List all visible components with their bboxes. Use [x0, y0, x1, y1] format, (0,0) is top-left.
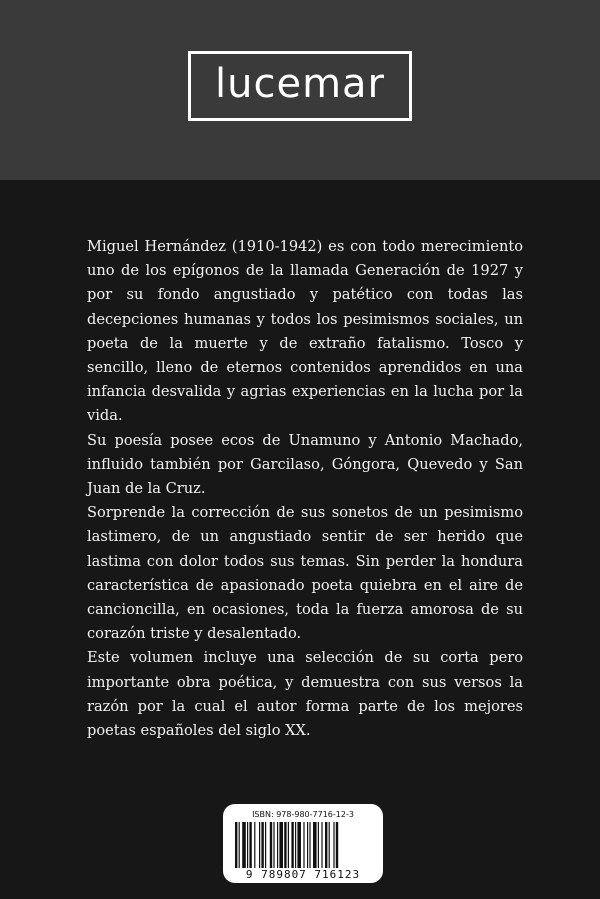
- barcode-bars: [235, 822, 371, 868]
- barcode-digits: 9 789807 716123: [245, 868, 361, 881]
- barcode-bar: [307, 822, 308, 868]
- barcode-bar: [295, 822, 296, 868]
- barcode-bar: [265, 822, 266, 868]
- barcode-bar: [242, 822, 246, 868]
- barcode-bar: [270, 822, 272, 868]
- barcode-bar: [259, 822, 260, 868]
- barcode-bar: [273, 822, 274, 868]
- barcode-bar: [247, 822, 248, 868]
- barcode-bar: [235, 822, 237, 868]
- barcode-bar: [288, 822, 289, 868]
- barcode-label: [223, 804, 383, 883]
- barcode-bar: [279, 822, 283, 868]
- isbn-text: ISBN: 978-980-7716-12-3: [252, 810, 354, 819]
- barcode-bar: [325, 822, 327, 868]
- barcode-bar: [318, 822, 319, 868]
- barcode-bar: [261, 822, 263, 868]
- blurb-paragraph: Miguel Hernández (1910-1942) es con todo merecimiento uno de los epígonos de la llamada Generación de 1927 y por su fondo angustiado y patético con todas las decepciones humanas y todos los pesimismos sociales, un poeta de la muerte y de extraño fatalismo. Tosco y sencillo, lleno de eternos contenidos aprendidos en una infancia desvalida y agrias experiencias en la lucha por la vida.: [87, 238, 523, 425]
- publisher-logo-text: lucemar: [215, 61, 385, 107]
- barcode-bar: [291, 822, 293, 868]
- barcode-bar: [313, 822, 317, 868]
- barcode-bar: [333, 822, 334, 868]
- barcode-bar: [284, 822, 286, 868]
- blurb-text: [87, 235, 523, 743]
- blurb-paragraph: Sorprende la corrección de sus sonetos de un pesimismo lastimero, de un angustiado sentir de ser herido que lastima con dolor todos sus temas. Sin perder la hondura característica de apasionado poeta quiebra en el aire de cancioncilla, en ocasiones, toda la fuerza amorosa de su corazón triste y desalentado.: [87, 504, 523, 643]
- barcode-bar: [254, 822, 255, 868]
- publisher-logo: [188, 51, 412, 121]
- barcode-bar: [336, 822, 338, 868]
- blurb-paragraph: Su poesía posee ecos de Unamuno y Antonio Machado, influido también por Garcilaso, Góngora, Quevedo y San Juan de la Cruz.: [87, 431, 523, 498]
- barcode-bar: [309, 822, 310, 868]
- barcode-bar: [239, 822, 240, 868]
- barcode-bar: [321, 822, 322, 868]
- barcode-bar: [329, 822, 330, 868]
- barcode-bar: [277, 822, 278, 868]
- blurb-paragraph: Este volumen incluye una selección de su corta pero importante obra poética, y demuestra con sus versos la razón por la cual el autor forma parte de los mejores poetas españoles del siglo XX.: [87, 649, 523, 740]
- top-band: [0, 0, 600, 180]
- barcode-bar: [297, 822, 301, 868]
- barcode-bar: [303, 822, 304, 868]
- barcode-bar: [249, 822, 251, 868]
